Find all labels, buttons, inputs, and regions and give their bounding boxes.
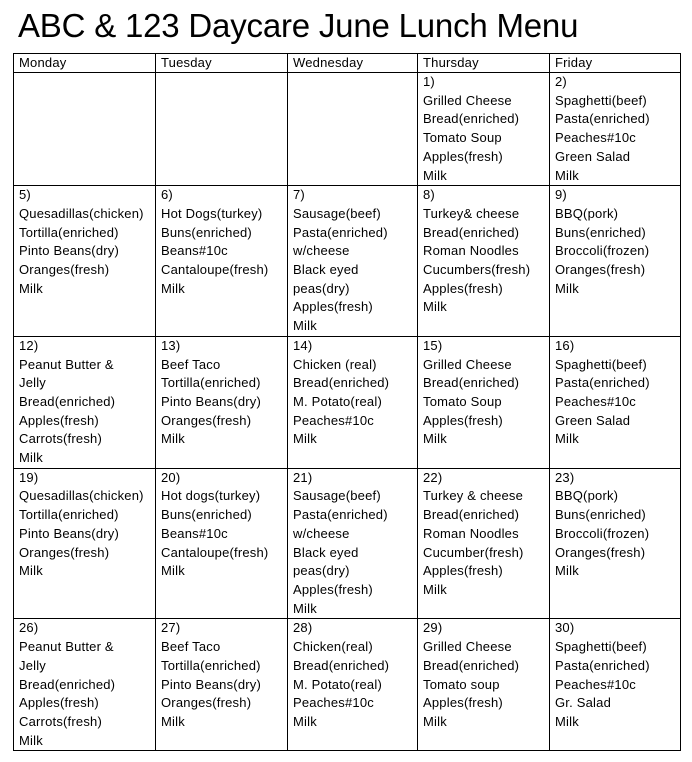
menu-item: Green Salad [555,148,631,164]
menu-item: Apples(fresh) [423,412,503,428]
day-cell-friday [550,186,681,337]
date-number: 29) [423,620,443,636]
menu-item: Milk [423,167,447,183]
menu-item: Bread(enriched) [293,657,390,673]
day-header-wednesday: Wednesday [288,54,418,73]
menu-item: Oranges(fresh) [161,412,252,428]
menu-item: Pasta(enriched) [555,375,650,391]
day-cell-thursday [418,186,550,337]
date-number: 15) [423,337,443,353]
date-number: 20) [161,469,181,485]
menu-item: Milk [161,280,185,296]
menu-item: Milk [555,563,579,579]
menu-item: Pinto Beans(dry) [19,525,120,541]
menu-item: BBQ(pork) [555,488,619,504]
menu-item: Pinto Beans(dry) [19,243,120,259]
menu-item: Oranges(fresh) [19,544,110,560]
menu-item: Peaches#10c [555,676,636,692]
menu-item: Bread(enriched) [423,507,520,523]
menu-item: Tortilla(enriched) [161,375,261,391]
day-cell-monday [14,73,156,186]
header-row [14,54,681,73]
menu-item: Peaches#10c [555,130,636,146]
menu-item: Apples(fresh) [423,280,503,296]
day-cell-monday [14,186,156,337]
menu-item: Milk [423,299,447,315]
menu-item: Beans#10c [161,243,228,259]
menu-item: Milk [423,581,447,597]
menu-item: Milk [555,713,579,729]
menu-item: Milk [293,318,317,334]
menu-item: Tortilla(enriched) [161,657,261,673]
menu-item: Roman Noodles [423,243,519,259]
date-number: 9) [555,187,567,203]
day-cell-monday [14,336,156,468]
menu-item: M. Potato(real) [293,393,382,409]
date-number: 27) [161,620,181,636]
date-number: 26) [19,620,39,636]
date-number: 21) [293,469,313,485]
day-cell-tuesday [156,73,288,186]
menu-item: Apples(fresh) [423,563,503,579]
menu-item: Bread(enriched) [293,375,390,391]
menu-item: Gr. Salad [555,695,611,711]
date-number: 2) [555,74,567,89]
week-row [14,186,681,337]
day-cell-tuesday [156,336,288,468]
day-header-thursday: Thursday [418,54,550,73]
menu-item: Milk [161,431,185,447]
menu-item: Peanut Butter & [19,356,114,372]
week-row [14,336,681,468]
menu-item: Bread(enriched) [423,375,520,391]
menu-item: Sausage(beef) [293,205,381,221]
menu-item: M. Potato(real) [293,676,382,692]
menu-item: w/cheese [293,525,350,541]
menu-item: Chicken(real) [293,639,373,655]
day-cell-thursday [418,73,550,186]
menu-item: Apples(fresh) [293,299,373,315]
menu-item: Quesadillas(chicken) [19,205,144,221]
menu-item: Spaghetti(beef) [555,92,647,108]
menu-item: Grilled Cheese [423,639,512,655]
date-number: 22) [423,469,443,485]
menu-item: Tomato Soup [423,130,502,146]
week-row [14,73,681,186]
date-number: 5) [19,187,31,203]
menu-item: Oranges(fresh) [555,262,646,278]
menu-item: Buns(enriched) [555,507,646,523]
day-cell-monday [14,619,156,751]
menu-item: Peaches#10c [293,412,374,428]
day-cell-monday [14,468,156,619]
menu-item: Milk [555,280,579,296]
date-number: 28) [293,620,313,636]
menu-item: Milk [555,431,579,447]
day-cell-friday [550,619,681,751]
menu-item: peas(dry) [293,280,350,296]
lunch-menu-table [13,53,681,751]
day-cell-thursday [418,468,550,619]
menu-item: Peaches#10c [555,393,636,409]
week-row [14,619,681,751]
menu-item: Quesadillas(chicken) [19,488,144,504]
date-number: 19) [19,469,39,485]
day-cell-friday [550,468,681,619]
day-cell-friday [550,336,681,468]
menu-item: Pasta(enriched) [293,507,388,523]
day-cell-wednesday [288,619,418,751]
date-number: 16) [555,337,575,353]
menu-item: Sausage(beef) [293,488,381,504]
menu-item: Carrots(fresh) [19,431,102,447]
menu-item: Milk [19,450,43,466]
date-number: 7) [293,187,305,203]
menu-item: Cantaloupe(fresh) [161,544,269,560]
menu-item: Pasta(enriched) [293,224,388,240]
menu-title: ABC & 123 Daycare June Lunch Menu [18,7,579,44]
date-number: 12) [19,337,39,353]
menu-item: Milk [293,431,317,447]
day-cell-tuesday [156,468,288,619]
menu-item: w/cheese [293,243,350,259]
day-header-monday: Monday [14,54,156,73]
day-cell-wednesday [288,468,418,619]
menu-item: Turkey& cheese [423,205,520,221]
menu-item: Buns(enriched) [555,224,646,240]
menu-item: Spaghetti(beef) [555,356,647,372]
menu-item: Milk [161,563,185,579]
menu-item: Grilled Cheese [423,356,512,372]
menu-item: Broccoli(frozen) [555,525,650,541]
menu-item: Black eyed [293,262,359,278]
menu-item: Milk [423,713,447,729]
date-number: 30) [555,620,575,636]
menu-item: Broccoli(frozen) [555,243,650,259]
menu-item: Milk [19,563,43,579]
menu-item: Pasta(enriched) [555,657,650,673]
menu-item: Peaches#10c [293,695,374,711]
day-cell-tuesday [156,186,288,337]
menu-item: Roman Noodles [423,525,519,541]
menu-item: Apples(fresh) [19,695,99,711]
menu-item: Apples(fresh) [293,581,373,597]
menu-item: Bread(enriched) [423,224,520,240]
menu-item: Oranges(fresh) [19,262,110,278]
menu-item: Tortilla(enriched) [19,507,119,523]
menu-item: Pinto Beans(dry) [161,676,262,692]
menu-item: Buns(enriched) [161,224,252,240]
day-cell-wednesday [288,73,418,186]
menu-body [14,73,681,751]
menu-item: Bread(enriched) [423,657,520,673]
menu-item: Peanut Butter & [19,639,114,655]
date-number: 1) [423,74,435,89]
day-cell-friday [550,73,681,186]
menu-item: Pinto Beans(dry) [161,393,262,409]
menu-item: Turkey & cheese [423,488,524,504]
menu-item: Bread(enriched) [19,393,116,409]
day-cell-wednesday [288,336,418,468]
menu-item: Jelly [19,657,47,673]
menu-item: BBQ(pork) [555,205,619,221]
menu-item: Apples(fresh) [423,695,503,711]
menu-item: Milk [555,167,579,183]
menu-item: Black eyed [293,544,359,560]
menu-item: Green Salad [555,412,631,428]
menu-item: Hot dogs(turkey) [161,488,261,504]
menu-item: Beef Taco [161,639,221,655]
menu-item: Cucumbers(fresh) [423,262,531,278]
menu-item: Milk [161,713,185,729]
date-number: 23) [555,469,575,485]
date-number: 13) [161,337,181,353]
menu-item: Beef Taco [161,356,221,372]
menu-item: Oranges(fresh) [161,695,252,711]
menu-item: Beans#10c [161,525,228,541]
menu-item: Bread(enriched) [19,676,116,692]
menu-item: Apples(fresh) [19,412,99,428]
date-number: 8) [423,187,435,203]
menu-item: Buns(enriched) [161,507,252,523]
menu-item: Milk [423,431,447,447]
menu-item: Hot Dogs(turkey) [161,205,263,221]
menu-item: Tomato soup [423,676,500,692]
menu-item: Milk [19,280,43,296]
menu-item: peas(dry) [293,563,350,579]
menu-item: Milk [293,713,317,729]
menu-item: Tomato Soup [423,393,502,409]
menu-item: Jelly [19,375,47,391]
menu-item: Milk [293,600,317,616]
menu-item: Bread(enriched) [423,111,520,127]
menu-item: Apples(fresh) [423,148,503,164]
menu-item: Pasta(enriched) [555,111,650,127]
week-row [14,468,681,619]
day-cell-thursday [418,336,550,468]
menu-item: Carrots(fresh) [19,713,102,729]
menu-item: Milk [19,732,43,748]
menu-item: Tortilla(enriched) [19,224,119,240]
menu-item: Grilled Cheese [423,92,512,108]
day-cell-thursday [418,619,550,751]
day-cell-tuesday [156,619,288,751]
menu-item: Spaghetti(beef) [555,639,647,655]
day-cell-wednesday [288,186,418,337]
date-number: 14) [293,337,313,353]
menu-item: Chicken (real) [293,356,377,372]
menu-item: Oranges(fresh) [555,544,646,560]
menu-item: Cantaloupe(fresh) [161,262,269,278]
day-header-friday: Friday [550,54,681,73]
date-number: 6) [161,187,173,203]
day-header-tuesday: Tuesday [156,54,288,73]
menu-item: Cucumber(fresh) [423,544,524,560]
